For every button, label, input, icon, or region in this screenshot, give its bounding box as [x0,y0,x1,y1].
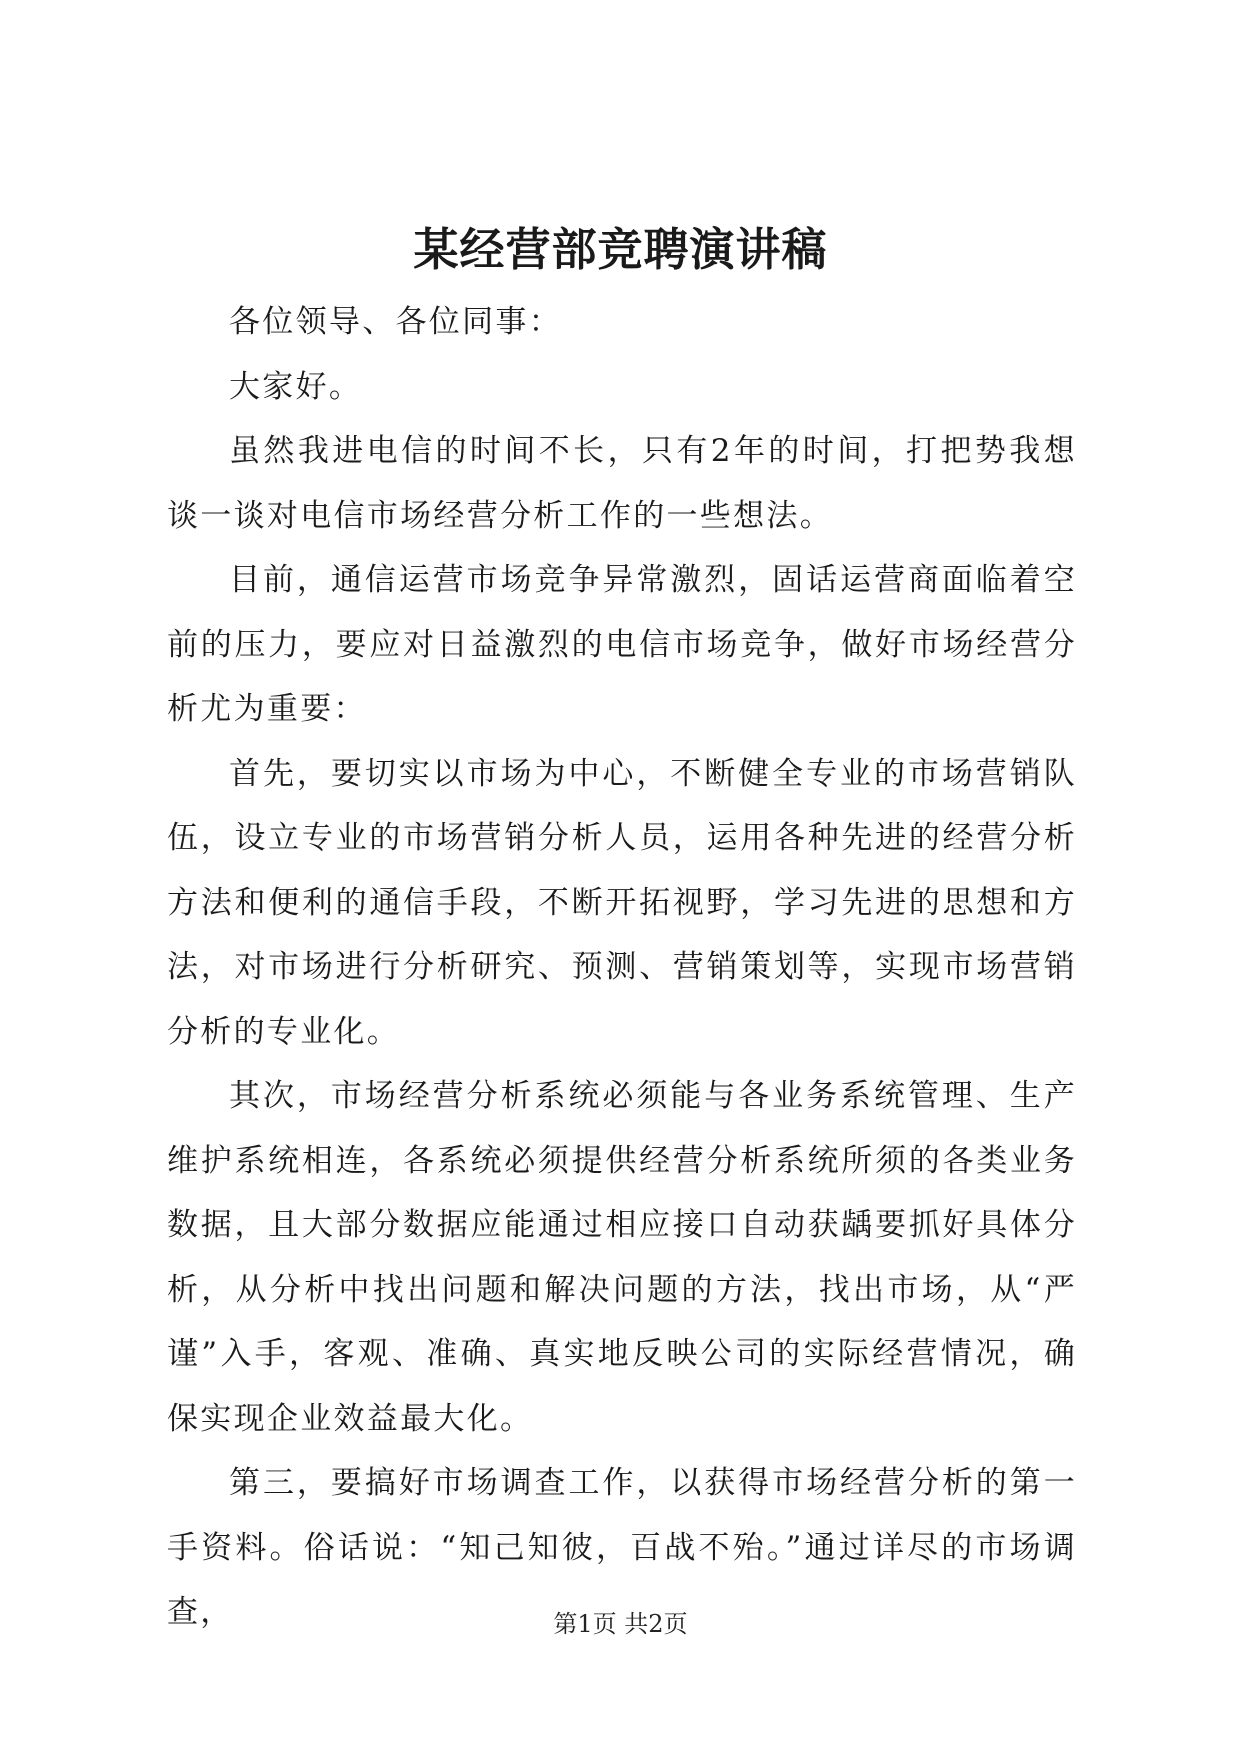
paragraph-second-point: 其次，市场经营分析系统必须能与各业务系统管理、生产维护系统相连，各系统必须提供经营分析系统所须的各类业务数据，且大部分数据应能通过相应接口自动获龋要抓好具体分析，从分析中找出问题和解决问题的方法，找出市场，从“严谨”入手，客观、准确、真实地反映公司的实际经营情况，确保实现企业效益最大化。 [167,1078,1077,1437]
paragraph-background: 目前，通信运营市场竞争异常激烈，固话运营商面临着空前的压力，要应对日益激烈的电信市场竞争，做好市场经营分析尤为重要： [167,562,1077,727]
page-number-footer: 第1页 共2页 [553,1610,688,1638]
paragraph-salutation: 各位领导、各位同事： [229,304,562,340]
paragraph-intro: 虽然我进电信的时间不长，只有2年的时间，打把势我想谈一谈对电信市场经营分析工作的一些想法。 [167,433,1077,534]
document-title: 某经营部竞聘演讲稿 [413,223,828,276]
paragraph-greeting: 大家好。 [229,368,363,405]
document-body [167,290,1077,1645]
paragraph-third-point: 第三，要搞好市场调查工作，以获得市场经营分析的第一手资料。俗话说：“知己知彼，百战不殆。”通过详尽的市场调查， [167,1465,1077,1630]
paragraph-first-point: 首先，要切实以市场为中心，不断健全专业的市场营销队伍，设立专业的市场营销分析人员，运用各种先进的经营分析方法和便利的通信手段，不断开拓视野，学习先进的思想和方法，对市场进行分析研究、预测、营销策划等，实现市场营销分析的专业化。 [167,755,1077,1050]
